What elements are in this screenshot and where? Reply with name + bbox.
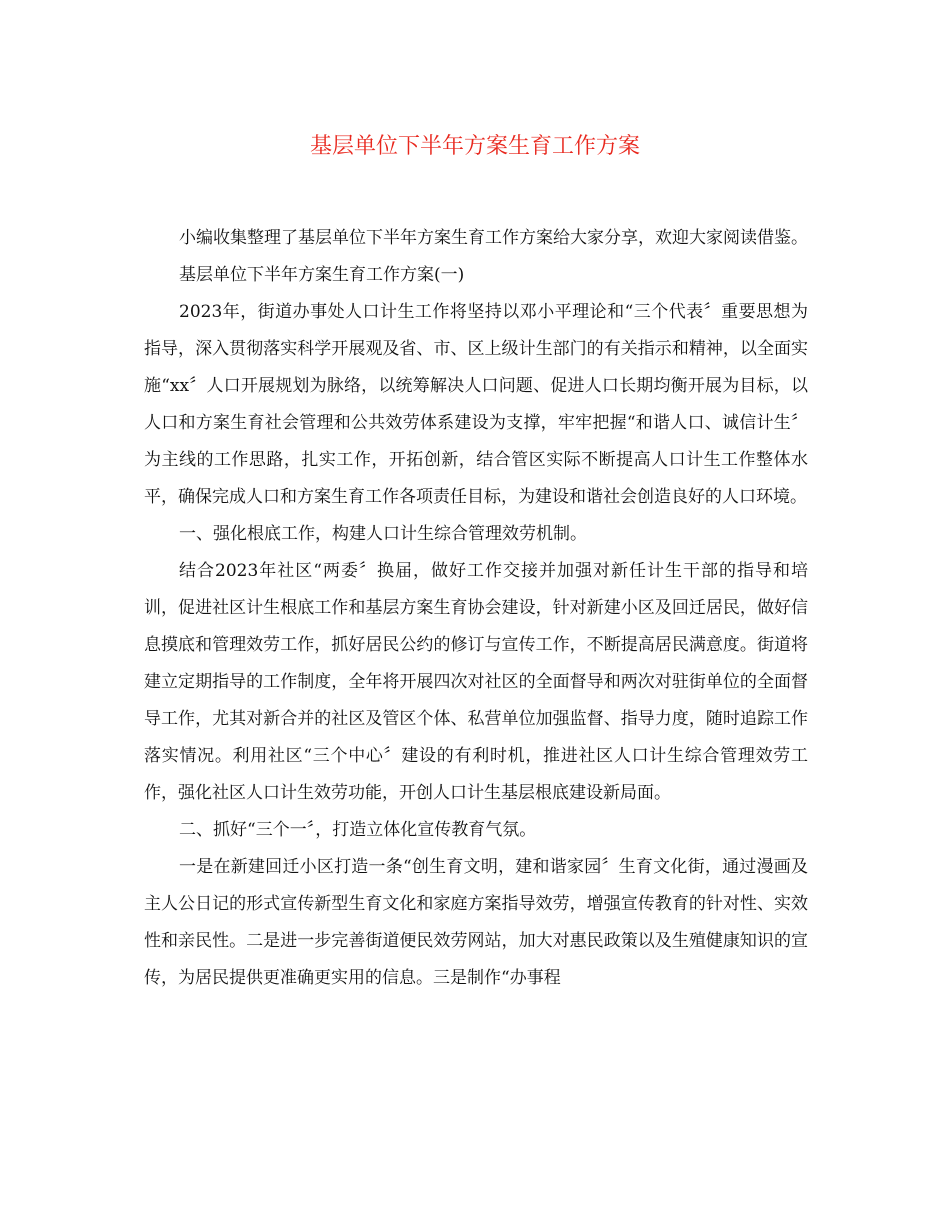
paragraph-section-one: 结合2023年社区“两委〞换届，做好工作交接并加强对新任计生干部的指导和培训，促进社区计生根底工作和基层方案生育协会建设，针对新建小区及回迁居民，做好信息摸底和管理效劳工作，抓好居民公约的修订与宣传工作，不断提高居民满意度。街道将建立定期指导的工作制度，全年将开展四次对社区的全面督导和两次对驻街单位的全面督导工作，尤其对新合并的社区及管区个体、私营单位加强监督、指导力度，随时追踪工作落实情况。利用社区“三个中心〞建设的有利时机，推进社区人口计生综合管理效劳工作，强化社区人口计生效劳功能，开创人口计生基层根底建设新局面。 (144, 561, 808, 803)
section-heading-two: 二、抓好“三个一〞，打造立体化宣传教育气氛。 (179, 820, 537, 840)
document-title: 基层单位下半年方案生育工作方案 (309, 134, 640, 159)
section-heading-one: 一、强化根底工作，构建人口计生综合管理效劳机制。 (179, 524, 587, 544)
paragraph-overview: 2023年，街道办事处人口计生工作将坚持以邓小平理论和“三个代表〞重要思想为指导，深入贯彻落实科学开展观及省、市、区上级计生部门的有关指示和精神，以全面实施“xx〞人口开展规划为脉络，以统筹解决人口问题、促进人口长期均衡开展为目标，以人口和方案生育社会管理和公共效劳体系建设为支撑，牢牢把握“和谐人口、诚信计生〞为主线的工作思路，扎实工作，开拓创新，结合管区实际不断提高人口计生工作整体水平，确保完成人口和方案生育工作各项责任目标，为建设和谐社会创造良好的人口环境。 (144, 302, 808, 507)
section-heading-plan-one: 基层单位下半年方案生育工作方案(一) (179, 265, 465, 285)
paragraph-intro: 小编收集整理了基层单位下半年方案生育工作方案给大家分享，欢迎大家阅读借鉴。 (179, 228, 808, 248)
document-body (144, 220, 808, 997)
paragraph-section-two: 一是在新建回迁小区打造一条“创生育文明，建和谐家园〞生育文化街，通过漫画及主人公日记的形式宣传新型生育文化和家庭方案指导效劳，增强宣传教育的针对性、实效性和亲民性。二是进一步完善街道便民效劳网站，加大对惠民政策以及生殖健康知识的宣传，为居民提供更准确更实用的信息。三是制作“办事程 (144, 857, 808, 988)
